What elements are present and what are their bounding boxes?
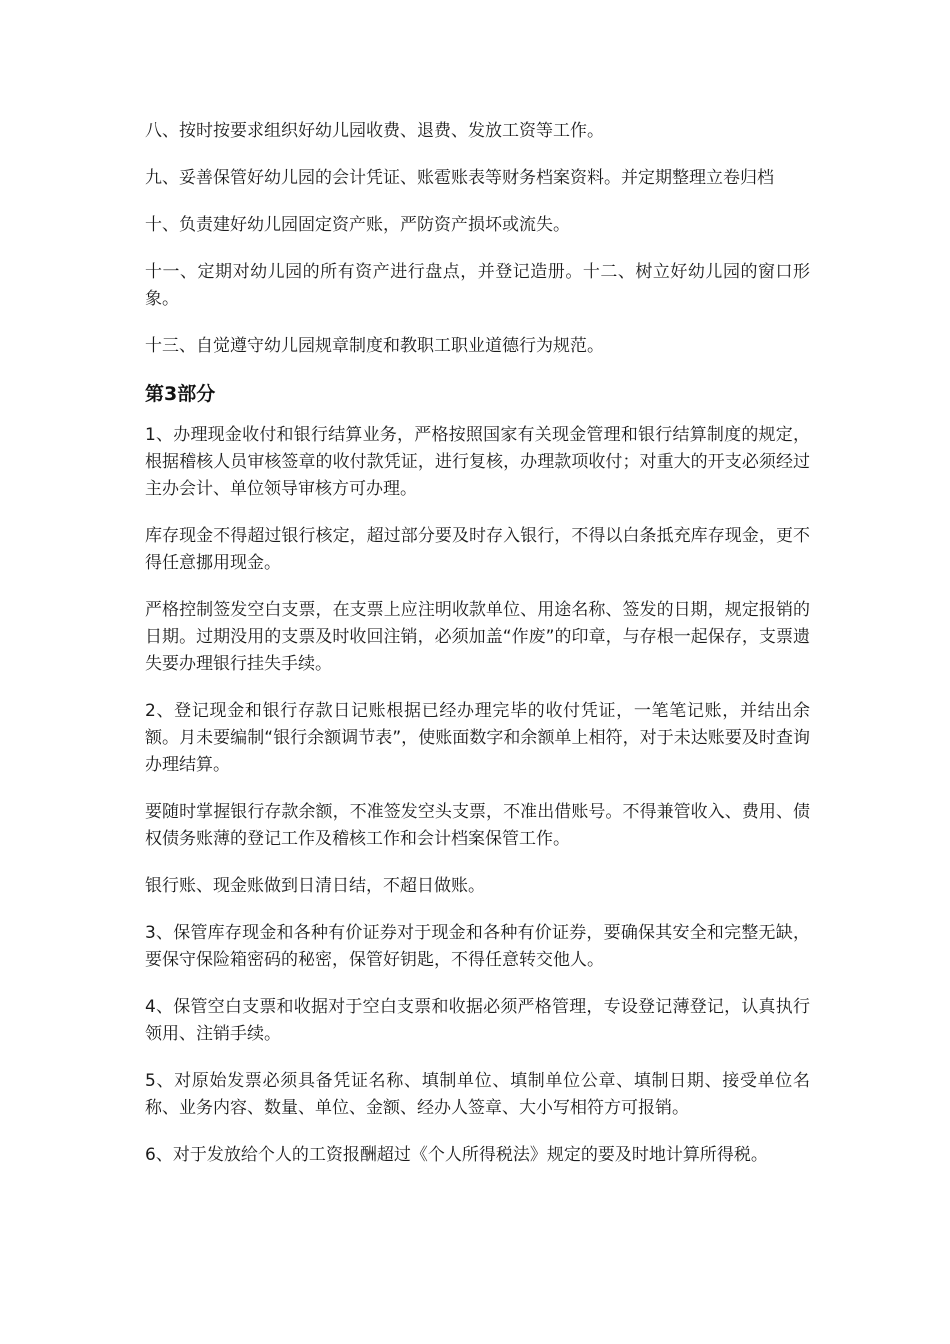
section-paragraph-1: 1、办理现金收付和银行结算业务，严格按照国家有关现金管理和银行结算制度的规定，根据稽核人员审核签章的收付款凭证，进行复核，办理款项收付；对重大的开支必须经过主办会计、单位领导审核方可办理。 <box>145 425 810 499</box>
section-paragraph-2: 2、登记现金和银行存款日记账根据已经办理完毕的收付凭证，一笔笔记账，并结出余额。月未要编制“银行余额调节表”，使账面数字和余额单上相符，对于未达账要及时查询办理结算。 <box>145 701 810 775</box>
section-paragraph-3: 3、保管库存现金和各种有价证券对于现金和各种有价证券，要确保其安全和完整无缺，要保守保险箱密码的秘密，保管好钥匙，不得任意转交他人。 <box>145 923 810 970</box>
section-paragraph-bank-balance: 要随时掌握银行存款余额，不准签发空头支票，不准出借账号。不得兼管收入、费用、债权债务账薄的登记工作及稽核工作和会计档案保管工作。 <box>145 802 810 849</box>
section-heading: 第3部分 <box>145 383 216 405</box>
section-paragraph-daily-close: 银行账、现金账做到日清日结，不超日做账。 <box>145 876 485 896</box>
paragraph-9: 九、妥善保管好幼儿园的会计凭证、账雹账表等财务档案资料。并定期整理立卷归档 <box>145 168 774 188</box>
paragraph-10: 十、负责建好幼儿园固定资产账，严防资产损坏或流失。 <box>145 215 570 235</box>
paragraph-13: 十三、自觉遵守幼儿园规章制度和教职工职业道德行为规范。 <box>145 336 604 356</box>
section-paragraph-blank-cheque: 严格控制签发空白支票，在支票上应注明收款单位、用途名称、签发的日期，规定报销的日期。过期没用的支票及时收回注销，必须加盖“作废”的印章，与存根一起保存，支票遗失要办理银行挂失手续。 <box>145 600 810 674</box>
section-paragraph-5: 5、对原始发票必须具备凭证名称、填制单位、填制单位公章、填制日期、接受单位名称、业务内容、数量、单位、金额、经办人签章、大小写相符方可报销。 <box>145 1071 810 1118</box>
section-paragraph-4: 4、保管空白支票和收据对于空白支票和收据必须严格管理，专设登记薄登记，认真执行领用、注销手续。 <box>145 997 810 1044</box>
paragraph-11-12: 十一、定期对幼儿园的所有资产进行盘点，并登记造册。十二、树立好幼儿园的窗口形象。 <box>145 262 810 309</box>
document-page <box>145 118 810 1189</box>
section-paragraph-cash-limit: 库存现金不得超过银行核定，超过部分要及时存入银行，不得以白条抵充库存现金，更不得任意挪用现金。 <box>145 526 810 573</box>
section-paragraph-6: 6、对于发放给个人的工资报酬超过《个人所得税法》规定的要及时地计算所得税。 <box>145 1145 768 1165</box>
paragraph-8: 八、按时按要求组织好幼儿园收费、退费、发放工资等工作。 <box>145 121 604 141</box>
